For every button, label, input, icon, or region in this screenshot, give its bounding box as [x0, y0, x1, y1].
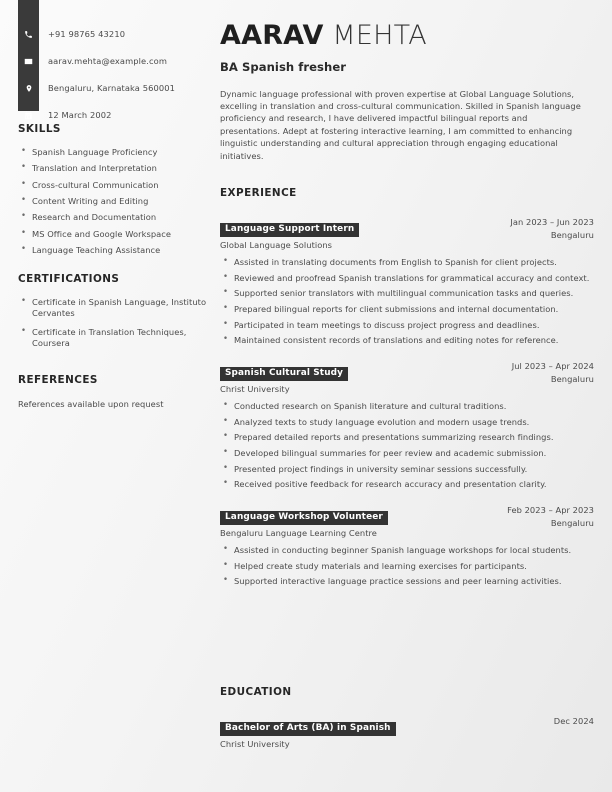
- skill-item: • Spanish Language Proficiency: [18, 147, 208, 158]
- phone-icon: [18, 30, 39, 39]
- bullet-item: • Presented project findings in university seminar sessions successfully.: [220, 464, 594, 476]
- entry-bullet-list: [220, 257, 594, 347]
- contact-row-phone: [18, 23, 212, 45]
- envelope-icon: [18, 57, 39, 66]
- education-heading: EDUCATION: [220, 686, 292, 698]
- entry-header: [220, 360, 594, 394]
- skill-item: • Language Teaching Assistance: [18, 245, 208, 256]
- skill-item: • Research and Documentation: [18, 212, 208, 223]
- organization-name: Global Language Solutions: [220, 239, 333, 250]
- role-title: Language Support Intern: [220, 223, 359, 237]
- contact-value-email: aarav.mehta@example.com: [48, 56, 168, 66]
- entry-bullet-list: [220, 401, 594, 491]
- calendar-icon: [18, 111, 39, 120]
- bullet-item: • Supported interactive language practice sessions and peer learning activities.: [220, 576, 594, 588]
- skill-item: • MS Office and Google Workspace: [18, 229, 208, 240]
- certifications-heading: CERTIFICATIONS: [18, 273, 120, 285]
- entry-left: [220, 360, 348, 394]
- role-title: Language Workshop Volunteer: [220, 511, 388, 525]
- skill-item: • Translation and Interpretation: [18, 163, 208, 174]
- bullet-item: • Assisted in conducting beginner Spanish language workshops for local students.: [220, 545, 594, 557]
- skills-section: [18, 123, 208, 261]
- bullet-item: • Maintained consistent records of translations and editing notes for reference.: [220, 335, 594, 347]
- header-block: [220, 22, 594, 162]
- entry-left: [220, 504, 388, 538]
- entry-header: [220, 216, 594, 250]
- contact-row-location: [18, 77, 212, 99]
- bullet-item: • Analyzed texts to study language evolution and modern usage trends.: [220, 417, 594, 429]
- experience-heading: EXPERIENCE: [220, 187, 297, 199]
- education-entry: [220, 715, 594, 749]
- institution-name: Christ University: [220, 738, 290, 749]
- bullet-item: • Helped create study materials and learning exercises for participants.: [220, 561, 594, 573]
- last-name: MEHTA: [332, 20, 427, 51]
- bullet-item: • Reviewed and proofread Spanish translations for grammatical accuracy and context.: [220, 273, 594, 285]
- professional-summary: Dynamic language professional with proven expertise at Global Language Solutions, excelling in translation and cross-cultural communication. Skilled in Spanish language proficiency and research, I have delivered impactful bilingual reports and presentations. Adept at fostering interactive learning, I am committed to enhancing linguistic understanding and cultural appreciation through engaging educational initiatives.: [220, 88, 581, 161]
- job-subtitle: BA Spanish fresher: [220, 59, 346, 74]
- contact-value-phone: +91 98765 43210: [48, 29, 126, 39]
- bullet-item: • Prepared bilingual reports for client submissions and internal documentation.: [220, 304, 594, 316]
- skill-item: • Cross-cultural Communication: [18, 180, 208, 191]
- education-section: [220, 686, 594, 749]
- skill-item: • Content Writing and Editing: [18, 196, 208, 207]
- page-title: [220, 22, 594, 51]
- entry-location: Bengaluru: [550, 518, 594, 529]
- organization-name: Christ University: [220, 383, 290, 394]
- references-text: References available upon request: [18, 399, 164, 409]
- skills-heading: SKILLS: [18, 123, 61, 135]
- entry-left: [220, 715, 396, 749]
- contact-value-location: Bengaluru, Karnataka 560001: [48, 83, 175, 93]
- left-sidebar: [0, 0, 212, 792]
- contact-list: [18, 0, 212, 131]
- bullet-item: • Conducted research on Spanish literature and cultural traditions.: [220, 401, 594, 413]
- entry-meta: [494, 715, 594, 726]
- experience-entry: [220, 360, 594, 491]
- bullet-item: • Participated in team meetings to discuss project progress and deadlines.: [220, 320, 594, 332]
- certification-item: • Certificate in Translation Techniques, Coursera: [18, 327, 208, 349]
- first-name: AARAV: [220, 20, 324, 51]
- entry-date: Dec 2024: [553, 716, 594, 726]
- degree-title: Bachelor of Arts (BA) in Spanish: [220, 722, 396, 736]
- experience-section: [220, 187, 594, 592]
- contact-value-birthdate: 12 March 2002: [48, 110, 112, 120]
- entry-date-range: Jul 2023 – Apr 2024: [511, 361, 594, 372]
- bullet-item: • Prepared detailed reports and presentations summarizing research findings.: [220, 432, 594, 444]
- certification-item: • Certificate in Spanish Language, Instituto Cervantes: [18, 297, 208, 319]
- entry-meta: [494, 216, 594, 240]
- entry-location: Bengaluru: [550, 230, 594, 241]
- certifications-section: [18, 273, 208, 354]
- entry-left: [220, 216, 359, 250]
- entry-meta: [494, 504, 594, 528]
- bullet-item: • Supported senior translators with multilingual communication tasks and queries.: [220, 288, 594, 300]
- entry-date-range: Feb 2023 – Apr 2023: [507, 505, 594, 516]
- skills-list: [18, 147, 208, 256]
- entry-meta: [494, 360, 594, 384]
- bullet-item: • Assisted in translating documents from English to Spanish for client projects.: [220, 257, 594, 269]
- role-title: Spanish Cultural Study: [220, 367, 348, 381]
- map-pin-icon: [18, 84, 39, 93]
- entry-header: [220, 504, 594, 538]
- experience-entry: [220, 504, 594, 588]
- certifications-list: [18, 297, 208, 349]
- entry-location: Bengaluru: [550, 374, 594, 385]
- bullet-item: • Developed bilingual summaries for peer review and academic submission.: [220, 448, 594, 460]
- experience-entry: [220, 216, 594, 347]
- references-section: [18, 374, 208, 409]
- entry-bullet-list: [220, 545, 594, 588]
- bullet-item: • Received positive feedback for research accuracy and presentation clarity.: [220, 479, 594, 491]
- entry-header: [220, 715, 594, 749]
- entry-date-range: Jan 2023 – Jun 2023: [510, 217, 594, 227]
- contact-row-email: [18, 50, 212, 72]
- references-heading: REFERENCES: [18, 374, 98, 386]
- organization-name: Bengaluru Language Learning Centre: [220, 527, 377, 538]
